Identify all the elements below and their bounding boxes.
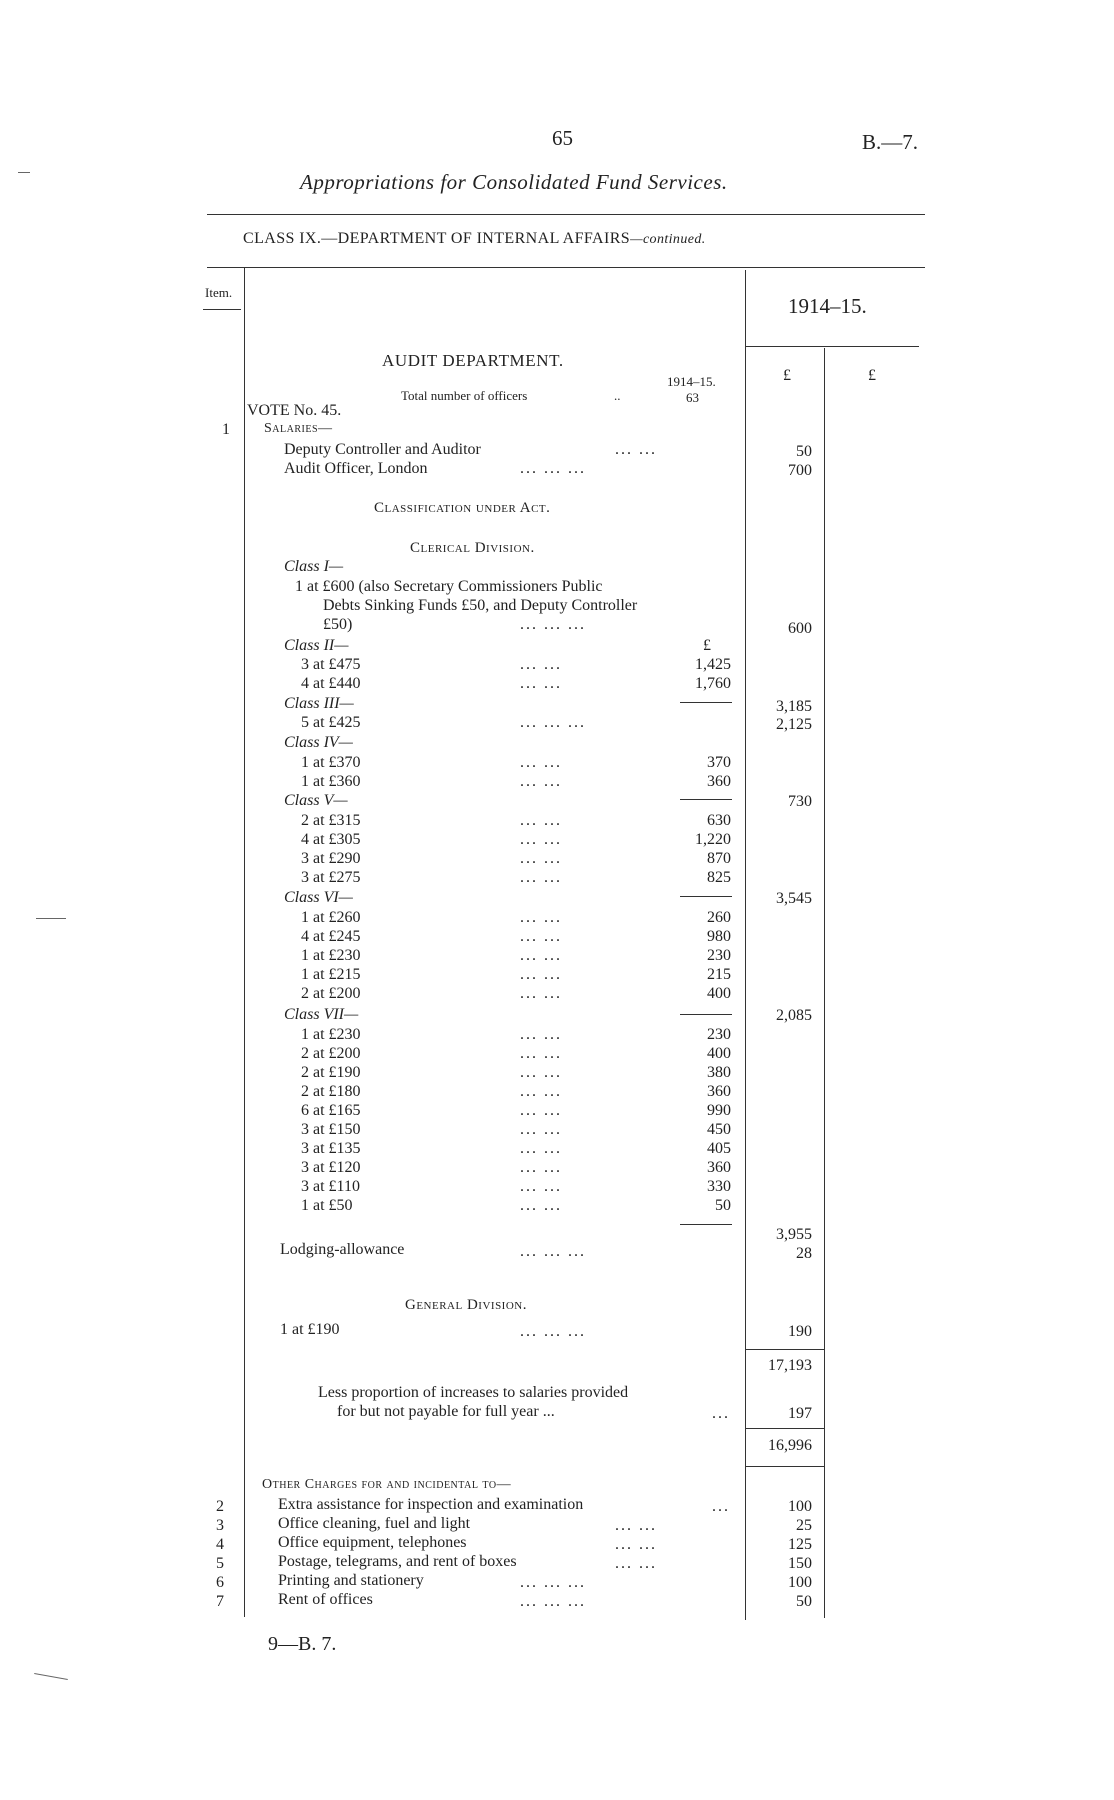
class-row-dots: ... ... bbox=[520, 985, 562, 1002]
charge-dots: ... ... bbox=[615, 1555, 657, 1572]
class-row-dots: ... ... bbox=[520, 812, 562, 829]
page-title: Appropriations for Consolidated Fund Services. bbox=[300, 170, 728, 194]
class-row-amount: 380 bbox=[707, 1064, 731, 1081]
class-row-amount: 870 bbox=[707, 850, 731, 867]
pound-sign-col1: £ bbox=[783, 367, 791, 384]
salary-row-dots: ... ... ... bbox=[520, 460, 586, 477]
total-rule bbox=[746, 1349, 824, 1350]
total-rule bbox=[746, 1428, 824, 1429]
class-row-dots: ... ... bbox=[520, 1197, 562, 1214]
class-label: Class VI— bbox=[284, 889, 353, 906]
item-number: 4 bbox=[216, 1536, 224, 1553]
charge-amount: 25 bbox=[796, 1517, 812, 1534]
officers-count: 63 bbox=[686, 390, 699, 405]
charge-amount: 50 bbox=[796, 1593, 812, 1610]
class-row-label: 3 at £290 bbox=[301, 850, 361, 867]
scan-mark bbox=[36, 918, 66, 919]
general-row-dots: ... ... ... bbox=[520, 1323, 586, 1340]
class-row-label: 1 at £50 bbox=[301, 1197, 353, 1214]
class-label: Class IV— bbox=[284, 734, 353, 751]
officers-dots: .. bbox=[614, 388, 621, 403]
class-row-amount: 370 bbox=[707, 754, 731, 771]
class-row-amount: 230 bbox=[707, 1026, 731, 1043]
class-row-label: 1 at £215 bbox=[301, 966, 361, 983]
class-row-amount: 260 bbox=[707, 909, 731, 926]
less-proportion-dots: ... bbox=[712, 1405, 730, 1422]
class-row-amount: 630 bbox=[707, 812, 731, 829]
less-proportion-line: for but not payable for full year ... bbox=[337, 1403, 555, 1420]
class-row-amount: 400 bbox=[707, 985, 731, 1002]
class2-total: 3,185 bbox=[776, 698, 812, 715]
heading-rule bbox=[207, 267, 925, 268]
class-label: Class III— bbox=[284, 695, 354, 712]
class-row-label: 1 at £370 bbox=[301, 754, 361, 771]
clerical-division-heading: Clerical Division. bbox=[410, 540, 535, 556]
class-row-amount: 360 bbox=[707, 1159, 731, 1176]
class-row-label: 3 at £150 bbox=[301, 1121, 361, 1138]
class-row-label: 2 at £200 bbox=[301, 1045, 361, 1062]
class-row-dots: ... ... bbox=[520, 656, 562, 673]
item-header-rule bbox=[203, 309, 241, 310]
salary-row-amount: 50 bbox=[796, 443, 812, 460]
subtotal-amount: 17,193 bbox=[768, 1357, 812, 1374]
subtotal-rule bbox=[680, 702, 732, 703]
year-column-header: 1914–15. bbox=[788, 294, 867, 318]
class-row-amount: 1,425 bbox=[695, 656, 731, 673]
class-row-label: 5 at £425 bbox=[301, 714, 361, 731]
salary-row-label: Deputy Controller and Auditor bbox=[284, 441, 481, 458]
year-column-mid-divider bbox=[824, 348, 825, 1618]
class-row-label: 2 at £180 bbox=[301, 1083, 361, 1100]
class1-line: Debts Sinking Funds £50, and Deputy Controller bbox=[323, 597, 638, 614]
class-row-label: 4 at £440 bbox=[301, 675, 361, 692]
class-row-dots: ... ... bbox=[520, 909, 562, 926]
class-label: Class VII— bbox=[284, 1006, 359, 1023]
salaries-heading: Salaries— bbox=[264, 421, 333, 436]
scan-mark bbox=[34, 1673, 68, 1680]
title-rule bbox=[207, 214, 925, 215]
class-label: Class V— bbox=[284, 792, 348, 809]
net-total-amount: 16,996 bbox=[768, 1437, 812, 1454]
item-number: 7 bbox=[216, 1593, 224, 1610]
class-row-label: 3 at £110 bbox=[301, 1178, 360, 1195]
class-row-amount: 230 bbox=[707, 947, 731, 964]
class-row-label: 4 at £305 bbox=[301, 831, 361, 848]
class-row-dots: ... ... bbox=[520, 928, 562, 945]
charge-dots: ... ... bbox=[615, 1536, 657, 1553]
class-row-amount: 1,760 bbox=[695, 675, 731, 692]
lodging-label: Lodging-allowance bbox=[280, 1241, 405, 1258]
class-row-amount: 50 bbox=[715, 1197, 731, 1214]
class-row-dots: ... ... bbox=[520, 1064, 562, 1081]
class-row-label: 3 at £475 bbox=[301, 656, 361, 673]
charge-dots: ... bbox=[712, 1498, 730, 1515]
class-row-label: 2 at £190 bbox=[301, 1064, 361, 1081]
charge-label: Printing and stationery bbox=[278, 1572, 424, 1589]
class-row-dots: ... ... bbox=[520, 1045, 562, 1062]
charge-label: Rent of offices bbox=[278, 1591, 373, 1608]
subtotal-rule bbox=[680, 896, 732, 897]
class-row-amount: 400 bbox=[707, 1045, 731, 1062]
subtotal-rule bbox=[680, 1224, 732, 1225]
class-row-amount: 990 bbox=[707, 1102, 731, 1119]
subtotal-rule bbox=[680, 1014, 732, 1015]
charge-label: Extra assistance for inspection and examination bbox=[278, 1496, 584, 1513]
charge-label: Postage, telegrams, and rent of boxes bbox=[278, 1553, 517, 1570]
class-row-dots: ... ... bbox=[520, 850, 562, 867]
total-rule bbox=[746, 1466, 824, 1467]
class-row-label: 1 at £260 bbox=[301, 909, 361, 926]
class-row-label: 1 at £360 bbox=[301, 773, 361, 790]
item-number: 6 bbox=[216, 1574, 224, 1591]
less-proportion-amount: 197 bbox=[788, 1405, 812, 1422]
class3-total: 2,125 bbox=[776, 716, 812, 733]
class-row-dots: ... ... bbox=[520, 754, 562, 771]
class-row-label: 3 at £275 bbox=[301, 869, 361, 886]
class-row-amount: 405 bbox=[707, 1140, 731, 1157]
class-row-dots: ... ... bbox=[520, 773, 562, 790]
class-row-amount: 1,220 bbox=[695, 831, 731, 848]
inner-pound-sign: £ bbox=[703, 637, 711, 654]
class5-total: 3,545 bbox=[776, 890, 812, 907]
less-proportion-line: Less proportion of increases to salaries provided bbox=[318, 1384, 629, 1401]
class-row-dots: ... ... bbox=[520, 1083, 562, 1100]
class1-line: £50) bbox=[323, 616, 353, 633]
class-row-dots: ... ... ... bbox=[520, 714, 586, 731]
item-number: 1 bbox=[222, 421, 230, 438]
officers-label: Total number of officers bbox=[401, 388, 528, 403]
charge-amount: 100 bbox=[788, 1574, 812, 1591]
class-row-amount: 360 bbox=[707, 773, 731, 790]
lodging-dots: ... ... ... bbox=[520, 1243, 586, 1260]
year-header-rule bbox=[746, 346, 919, 347]
item-number: 2 bbox=[216, 1498, 224, 1515]
charge-dots: ... ... ... bbox=[520, 1574, 586, 1591]
class-row-dots: ... ... bbox=[520, 1121, 562, 1138]
class-row-amount: 825 bbox=[707, 869, 731, 886]
class-heading: CLASS IX.—DEPARTMENT OF INTERNAL AFFAIRS—continued. bbox=[243, 230, 706, 247]
salary-row-label: Audit Officer, London bbox=[284, 460, 428, 477]
class-row-label: 2 at £315 bbox=[301, 812, 361, 829]
class-row-label: 3 at £120 bbox=[301, 1159, 361, 1176]
year-column-left-divider bbox=[745, 270, 746, 1620]
class-row-label: 3 at £135 bbox=[301, 1140, 361, 1157]
item-number: 5 bbox=[216, 1555, 224, 1572]
charge-label: Office cleaning, fuel and light bbox=[278, 1515, 471, 1532]
class-row-label: 4 at £245 bbox=[301, 928, 361, 945]
item-column-header: Item. bbox=[205, 285, 233, 300]
general-division-heading: General Division. bbox=[405, 1297, 527, 1313]
charge-amount: 150 bbox=[788, 1555, 812, 1572]
document-code: B.—7. bbox=[862, 130, 919, 154]
class-row-dots: ... ... bbox=[520, 947, 562, 964]
class1-line: 1 at £600 (also Secretary Commissioners Public bbox=[295, 578, 603, 595]
class-row-dots: ... ... bbox=[520, 1178, 562, 1195]
class-row-amount: 330 bbox=[707, 1178, 731, 1195]
other-charges-heading: Other Charges for and incidental to— bbox=[262, 1477, 512, 1492]
class-row-label: 1 at £230 bbox=[301, 947, 361, 964]
charge-dots: ... ... bbox=[615, 1517, 657, 1534]
pound-sign-col2: £ bbox=[868, 367, 876, 384]
lodging-amount: 28 bbox=[796, 1245, 812, 1262]
salary-row-dots: ... ... bbox=[615, 441, 657, 458]
classification-heading: Classification under Act. bbox=[374, 500, 551, 516]
item-column-divider bbox=[244, 267, 245, 1617]
officers-year: 1914–15. bbox=[667, 374, 716, 389]
class-label: Class I— bbox=[284, 558, 344, 575]
general-row-amount: 190 bbox=[788, 1323, 812, 1340]
class6-total: 2,085 bbox=[776, 1007, 812, 1024]
class-row-dots: ... ... bbox=[520, 1102, 562, 1119]
scan-mark bbox=[18, 172, 30, 173]
general-row-label: 1 at £190 bbox=[280, 1321, 340, 1338]
class-row-dots: ... ... bbox=[520, 1026, 562, 1043]
class-row-label: 2 at £200 bbox=[301, 985, 361, 1002]
charge-amount: 100 bbox=[788, 1498, 812, 1515]
class-row-dots: ... ... bbox=[520, 1140, 562, 1157]
vote-number: VOTE No. 45. bbox=[247, 402, 342, 419]
class-row-amount: 360 bbox=[707, 1083, 731, 1100]
class-row-dots: ... ... bbox=[520, 1159, 562, 1176]
class-row-dots: ... ... bbox=[520, 831, 562, 848]
class1-total: 600 bbox=[788, 620, 812, 637]
charge-amount: 125 bbox=[788, 1536, 812, 1553]
page-number: 65 bbox=[552, 126, 573, 150]
page-footer-signature: 9—B. 7. bbox=[268, 1633, 337, 1655]
salary-row-amount: 700 bbox=[788, 462, 812, 479]
class-row-amount: 450 bbox=[707, 1121, 731, 1138]
charge-label: Office equipment, telephones bbox=[278, 1534, 467, 1551]
subtotal-rule bbox=[680, 799, 732, 800]
class-row-label: 6 at £165 bbox=[301, 1102, 361, 1119]
class-row-amount: 980 bbox=[707, 928, 731, 945]
class-row-label: 1 at £230 bbox=[301, 1026, 361, 1043]
class-label: Class II— bbox=[284, 637, 349, 654]
class-row-dots: ... ... bbox=[520, 966, 562, 983]
class-row-amount: 215 bbox=[707, 966, 731, 983]
class-row-dots: ... ... bbox=[520, 869, 562, 886]
class1-dots: ... ... ... bbox=[520, 616, 586, 633]
class4-total: 730 bbox=[788, 793, 812, 810]
item-number: 3 bbox=[216, 1517, 224, 1534]
charge-dots: ... ... ... bbox=[520, 1593, 586, 1610]
department-title: AUDIT DEPARTMENT. bbox=[382, 351, 564, 370]
class7-total: 3,955 bbox=[776, 1226, 812, 1243]
class-row-dots: ... ... bbox=[520, 675, 562, 692]
